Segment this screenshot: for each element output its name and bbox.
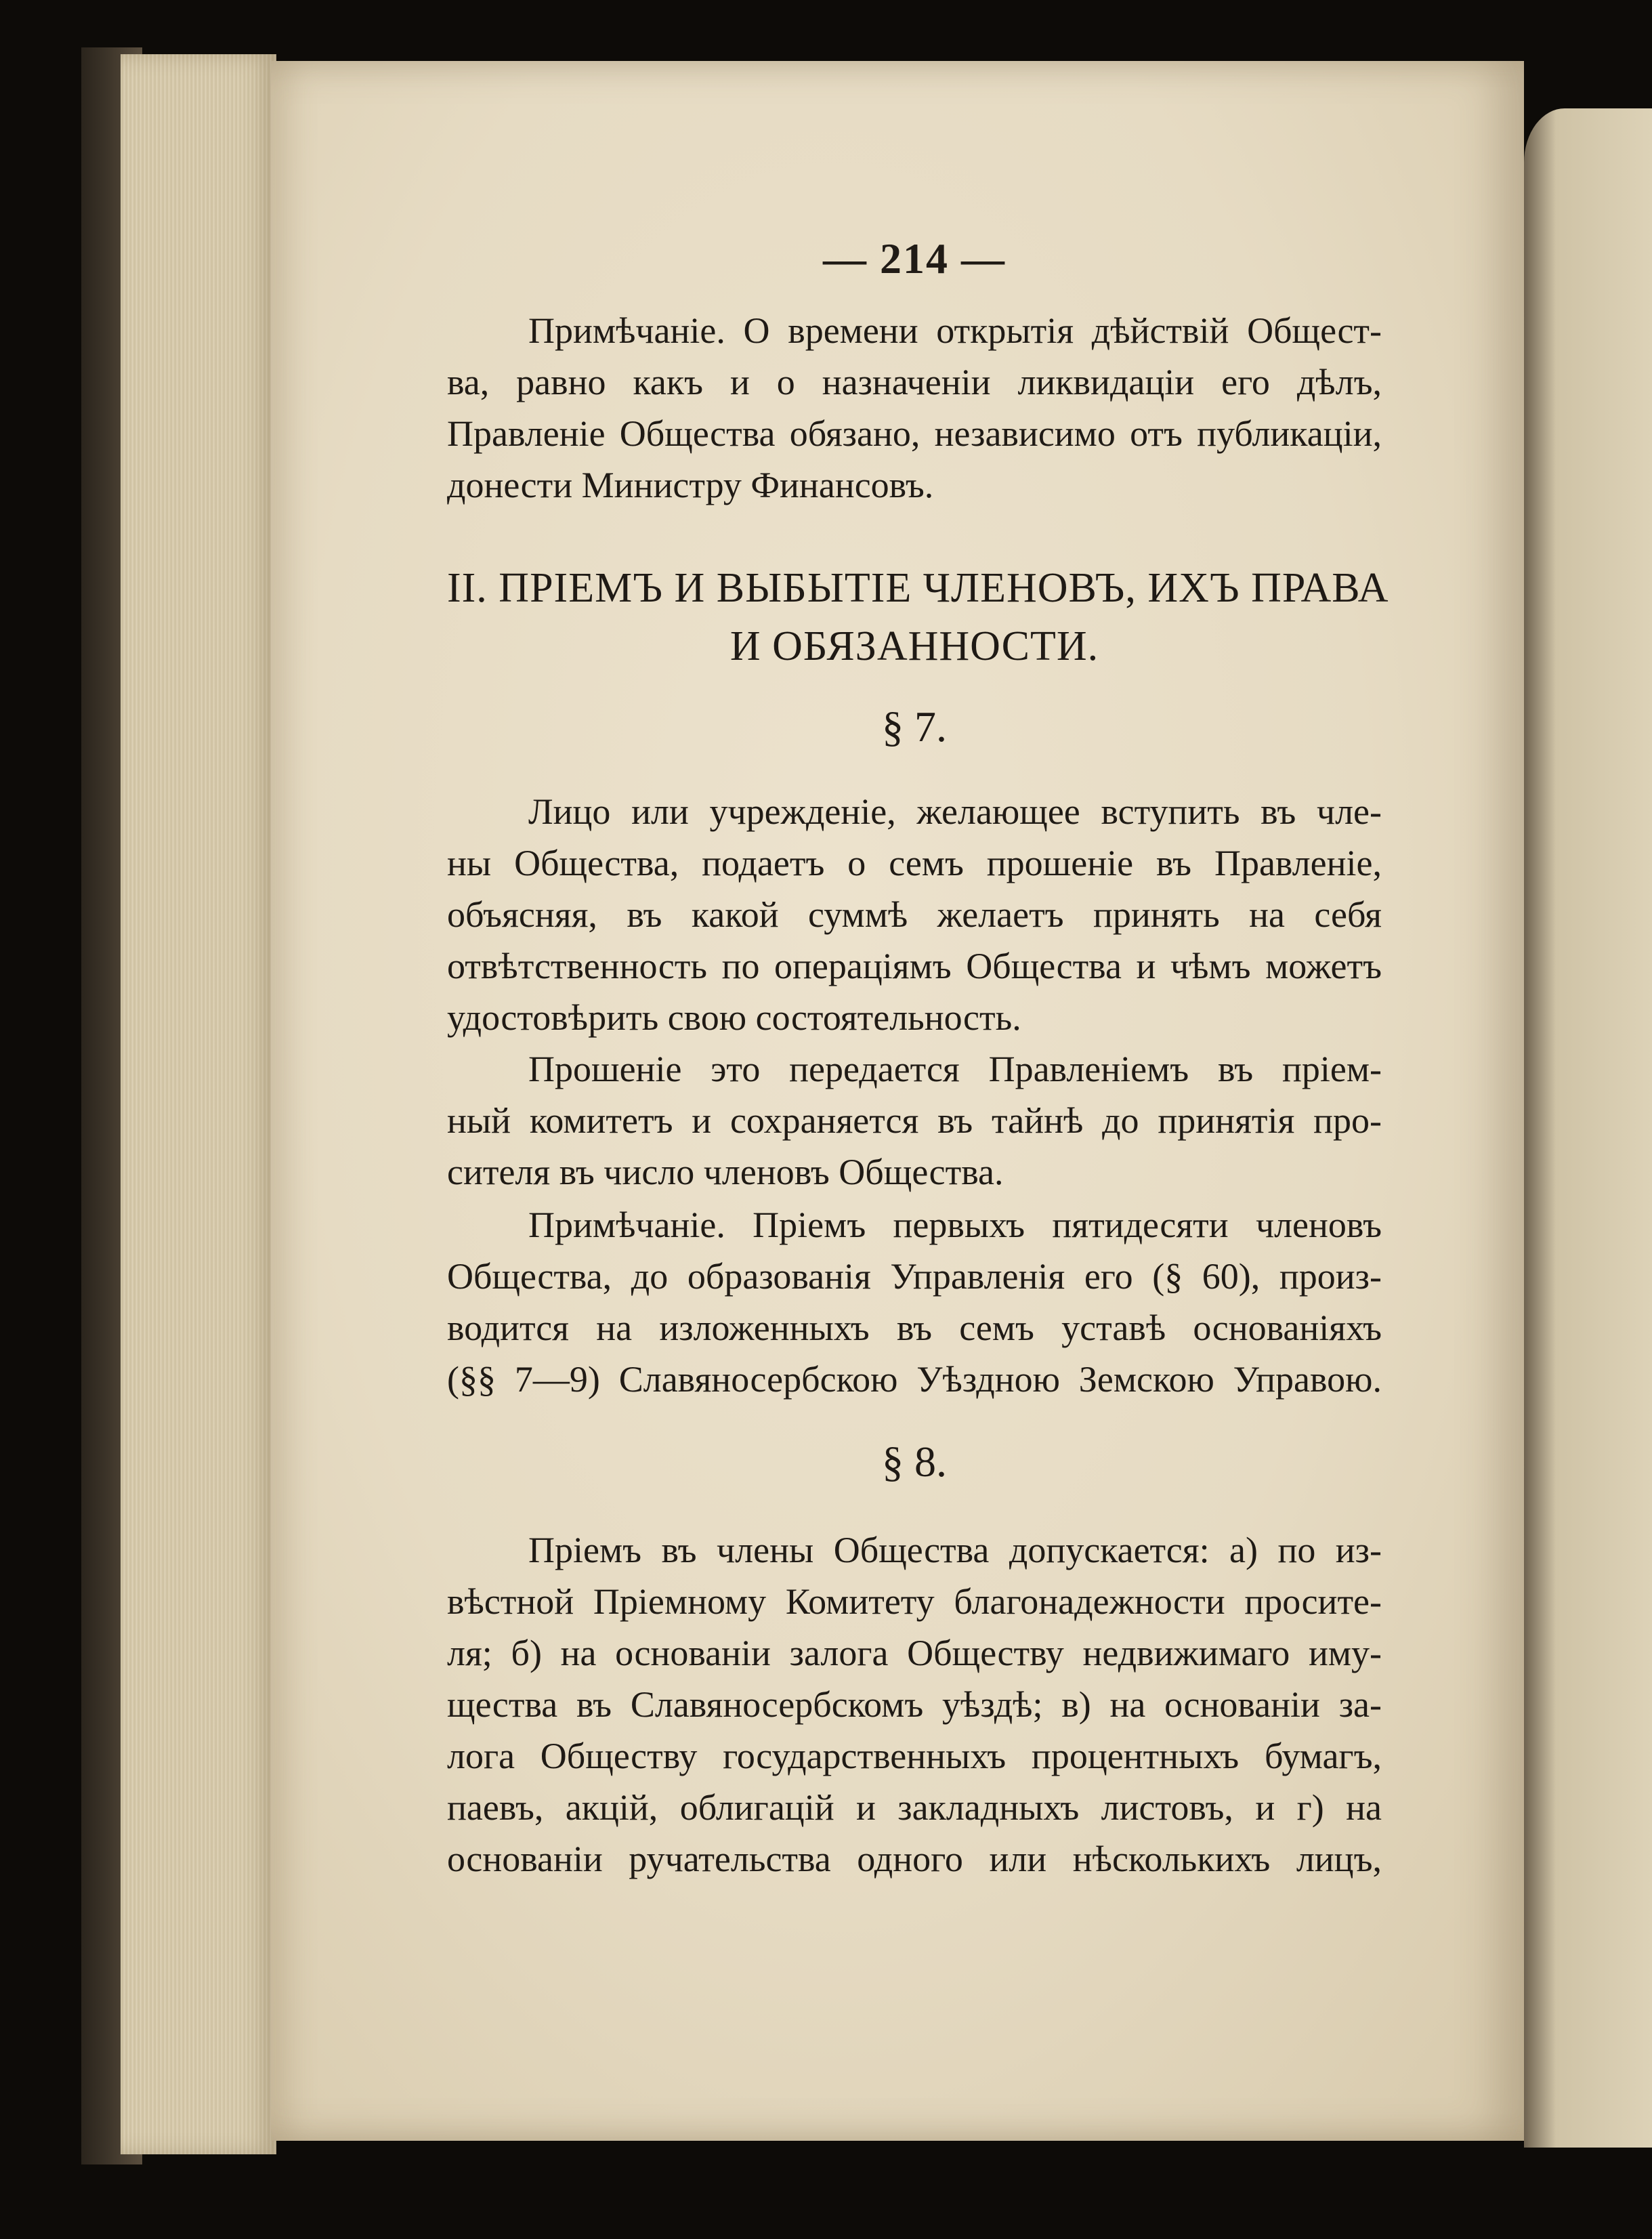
- note-opening: [447, 305, 1382, 511]
- text-line: лога Обществу государственныхъ процентныхъ бумагъ,: [447, 1736, 1382, 1776]
- paragraph-mark-7: § 7.: [882, 703, 947, 751]
- paragraph-8-text: [447, 1524, 1382, 1885]
- paragraph-7-text: [447, 786, 1382, 1043]
- text-line: сителя въ число членовъ Общества.: [447, 1152, 1004, 1192]
- section-heading: [447, 559, 1389, 675]
- page-number: — 214 —: [823, 234, 1006, 283]
- text-line: ва, равно какъ и о назначеніи ликвидаціи его дѣлъ,: [447, 362, 1382, 402]
- text-line: (§§ 7—9) Славяносербскою Уѣздною Земскою Управою.: [447, 1359, 1382, 1400]
- text-line: ны Общества, подаетъ о семъ прошеніе въ Правленіе,: [447, 843, 1382, 883]
- text-line: Лицо или учрежденіе, желающее вступить въ чле-: [528, 791, 1382, 832]
- text-line: щества въ Славяносербскомъ уѣздѣ; в) на основаніи за-: [447, 1684, 1382, 1725]
- paragraph-7-note: [447, 1199, 1382, 1405]
- text-line: донести Министру Финансовъ.: [447, 465, 934, 505]
- text-line: водится на изложенныхъ въ семъ уставѣ основаніяхъ: [447, 1307, 1382, 1348]
- text-line: Пріемъ въ члены Общества допускается: а) по из-: [528, 1530, 1382, 1570]
- facing-page-edge: [1524, 108, 1652, 2148]
- heading-line: II. ПРІЕМЪ И ВЫБЫТІЕ ЧЛЕНОВЪ, ИХЪ ПРАВА: [447, 565, 1389, 611]
- text-line: Примѣчаніе. О времени открытія дѣйствій Общест-: [528, 310, 1382, 351]
- text-line: паевъ, акцій, облигацій и закладныхъ листовъ, и г) на: [447, 1787, 1382, 1828]
- text-line: Примѣчаніе. Пріемъ первыхъ пятидесяти членовъ: [528, 1205, 1382, 1245]
- text-line: Правленіе Общества обязано, независимо отъ публикаціи,: [447, 413, 1382, 454]
- text-line: Прошеніе это передается Правленіемъ въ пріем-: [528, 1049, 1382, 1089]
- page-stack-edge: [121, 54, 276, 2154]
- paragraph-mark-8: § 8.: [882, 1438, 947, 1486]
- text-line: удостовѣрить свою состоятельность.: [447, 997, 1021, 1038]
- heading-line: И ОБЯЗАННОСТИ.: [729, 623, 1099, 669]
- text-line: основаніи ручательства одного или нѣсколькихъ лицъ,: [447, 1839, 1382, 1879]
- text-line: отвѣтственность по операціямъ Общества и чѣмъ можетъ: [447, 946, 1382, 986]
- text-line: ный комитетъ и сохраняется въ тайнѣ до принятія про-: [447, 1100, 1382, 1141]
- text-line: вѣстной Пріемному Комитету благонадежности просите-: [447, 1581, 1382, 1622]
- paragraph-7-second: [447, 1043, 1382, 1198]
- text-line: ля; б) на основаніи залога Обществу недвижимаго иму-: [447, 1633, 1382, 1673]
- text-line: Общества, до образованія Управленія его (§ 60), произ-: [447, 1256, 1382, 1297]
- text-line: объясняя, въ какой суммѣ желаетъ принять на себя: [447, 894, 1382, 935]
